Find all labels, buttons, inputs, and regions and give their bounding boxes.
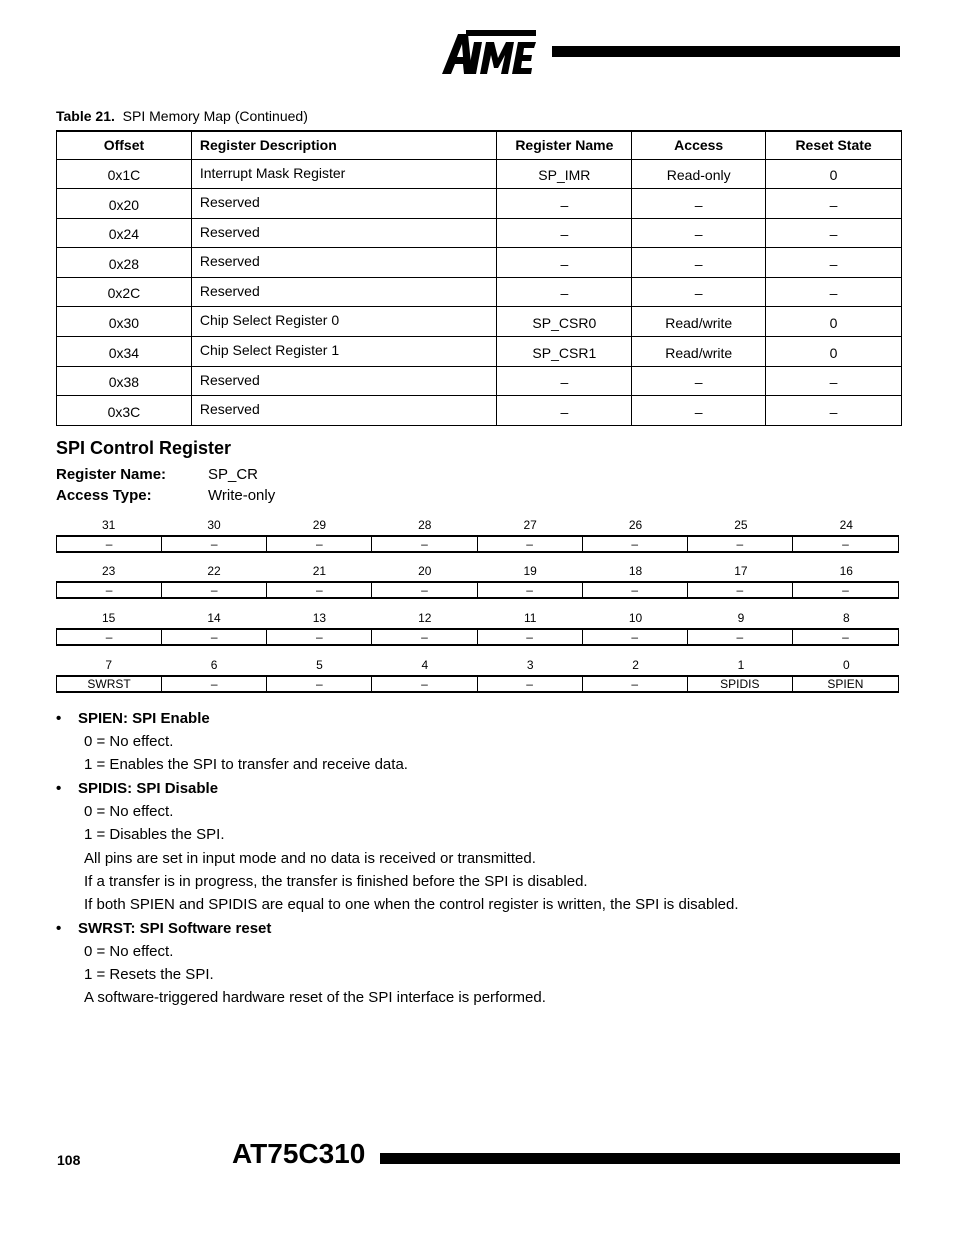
page-number: 108 <box>57 1152 81 1168</box>
bit-numbers <box>56 564 899 578</box>
table-header-row <box>57 131 902 159</box>
bit-cell: – <box>688 630 793 644</box>
bit-cell: – <box>372 630 477 644</box>
bit-number: 2 <box>632 658 639 672</box>
table-caption-text: SPI Memory Map (Continued) <box>122 108 308 124</box>
cell-register-name: SP_CSR0 <box>497 307 632 337</box>
spien-title: SPIEN: SPI Enable <box>78 710 210 727</box>
table-caption-label: Table 21. <box>56 108 115 124</box>
cell-offset: 0x34 <box>57 337 192 367</box>
cell-reset-state: – <box>766 218 902 248</box>
cell-offset: 0x2C <box>57 277 192 307</box>
cell-offset: 0x3C <box>57 396 192 426</box>
table-row <box>57 307 902 337</box>
bit-cell: – <box>162 630 267 644</box>
bit-number: 10 <box>628 611 643 625</box>
table-row <box>57 337 902 367</box>
col-offset: Offset <box>57 131 192 159</box>
cell-reset-state: 0 <box>766 337 902 367</box>
bit-cell: – <box>267 677 372 691</box>
cell-access: – <box>632 277 766 307</box>
spi-memory-map-table <box>56 130 902 426</box>
bit-number: 1 <box>737 658 745 672</box>
bit-cell-spien: SPIEN <box>827 677 864 691</box>
bit-number: 23 <box>102 564 116 578</box>
bit-cell: – <box>478 583 583 597</box>
cell-description: Interrupt Mask Register <box>191 159 497 189</box>
cell-description: Chip Select Register 1 <box>191 337 497 367</box>
spidis-line: If both SPIEN and SPIDIS are equal to one when the control register is written, the SPI is disabled. <box>84 896 739 913</box>
bullet-icon: • <box>56 920 62 937</box>
section-title: SPI Control Register <box>56 438 232 458</box>
bit-number: 12 <box>418 611 432 625</box>
bit-cells <box>56 675 899 693</box>
cell-reset-state: – <box>766 396 902 426</box>
bit-cell: – <box>372 677 477 691</box>
bit-number: 16 <box>839 564 853 578</box>
cell-description: Chip Select Register 0 <box>191 307 497 337</box>
bit-number: 3 <box>526 658 534 672</box>
cell-offset: 0x20 <box>57 189 192 219</box>
bit-number: 5 <box>316 658 323 672</box>
bit-cell: – <box>267 630 372 644</box>
bitfield-row-7-0 <box>56 658 899 693</box>
cell-description: Reserved <box>191 189 497 219</box>
cell-access: – <box>632 218 766 248</box>
cell-access: – <box>632 189 766 219</box>
bit-number: 24 <box>839 518 853 532</box>
cell-register-name: SP_IMR <box>497 159 632 189</box>
cell-offset: 0x1C <box>57 159 192 189</box>
bit-cell: – <box>478 677 583 691</box>
cell-access: – <box>632 248 766 278</box>
bit-cell: – <box>842 537 849 551</box>
bit-cell: – <box>583 677 688 691</box>
bit-cell: – <box>57 537 162 551</box>
table-caption <box>56 108 308 124</box>
spidis-heading <box>56 780 218 797</box>
cell-register-name: SP_CSR1 <box>497 337 632 367</box>
cell-reset-state: – <box>766 366 902 396</box>
table-row <box>57 189 902 219</box>
cell-reset-state: – <box>766 189 902 219</box>
bitfield-row-31-24 <box>56 518 899 553</box>
bullet-icon: • <box>56 710 62 727</box>
cell-register-name: – <box>497 366 632 396</box>
bit-cell: – <box>842 583 849 597</box>
cell-reset-state: 0 <box>766 307 902 337</box>
spien-heading <box>56 710 210 727</box>
bit-cell: – <box>478 630 583 644</box>
bit-cell: – <box>372 537 477 551</box>
bit-cell-swrst: SWRST <box>57 677 162 691</box>
cell-offset: 0x30 <box>57 307 192 337</box>
bit-cell: – <box>372 583 477 597</box>
bit-cell: – <box>583 630 688 644</box>
bit-number: 27 <box>523 518 537 532</box>
cell-description: Reserved <box>191 248 497 278</box>
swrst-heading <box>56 920 271 937</box>
bit-cell: – <box>688 537 793 551</box>
cell-offset: 0x28 <box>57 248 192 278</box>
register-name-value: SP_CR <box>208 466 259 483</box>
spien-line: 0 = No effect. <box>84 733 174 750</box>
bit-cell: – <box>583 537 688 551</box>
bit-number: 26 <box>628 518 643 532</box>
cell-reset-state: – <box>766 277 902 307</box>
bit-cells <box>56 535 899 553</box>
bit-cell-spidis: SPIDIS <box>688 677 793 691</box>
bit-numbers <box>56 658 899 672</box>
cell-register-name: – <box>497 248 632 278</box>
cell-access: Read/write <box>632 337 766 367</box>
bit-cell: – <box>162 583 267 597</box>
bit-cell: – <box>478 537 583 551</box>
cell-register-name: – <box>497 396 632 426</box>
table-row <box>57 248 902 278</box>
table-row <box>57 218 902 248</box>
cell-description: Reserved <box>191 396 497 426</box>
spidis-line: If a transfer is in progress, the transfer is finished before the SPI is disabled. <box>84 873 588 890</box>
bit-number: 21 <box>312 564 327 578</box>
bit-number: 14 <box>207 611 221 625</box>
bit-number: 31 <box>102 518 116 532</box>
bit-cells <box>56 628 899 646</box>
bit-cell: – <box>267 583 372 597</box>
logo-text: ATMEL <box>438 28 442 29</box>
bitfield-row-15-8 <box>56 611 899 646</box>
table-row <box>57 366 902 396</box>
swrst-line: 1 = Resets the SPI. <box>84 966 214 983</box>
bit-numbers <box>56 611 899 625</box>
bit-number: 30 <box>207 518 221 532</box>
access-type-label: Access Type: <box>56 487 152 504</box>
cell-offset: 0x38 <box>57 366 192 396</box>
bit-cells <box>56 581 899 599</box>
bit-number: 4 <box>421 658 429 672</box>
bullet-icon: • <box>56 780 62 797</box>
document-title: AT75C310 <box>232 1138 366 1169</box>
table-row <box>57 159 902 189</box>
col-reset-state: Reset State <box>766 131 902 159</box>
bit-cell: – <box>842 630 849 644</box>
cell-reset-state: 0 <box>766 159 902 189</box>
bit-cell: – <box>162 537 267 551</box>
header-rule <box>552 46 900 57</box>
bit-cell: – <box>57 583 162 597</box>
bit-number: 11 <box>523 611 537 625</box>
bit-number: 29 <box>312 518 327 532</box>
spidis-line: 1 = Disables the SPI. <box>84 826 225 843</box>
cell-access: – <box>632 366 766 396</box>
register-name-label: Register Name: <box>56 466 167 483</box>
bit-cell: – <box>267 537 372 551</box>
spidis-line: All pins are set in input mode and no data is received or transmitted. <box>84 850 536 867</box>
bit-number: 15 <box>102 611 116 625</box>
access-type-value: Write-only <box>208 487 276 504</box>
bit-number: 18 <box>628 564 643 578</box>
bit-number: 13 <box>312 611 327 625</box>
cell-register-name: – <box>497 277 632 307</box>
bit-cell: – <box>688 583 793 597</box>
footer-rule <box>380 1153 900 1164</box>
register-name-line <box>56 466 258 483</box>
bit-number: 25 <box>734 518 748 532</box>
cell-offset: 0x24 <box>57 218 192 248</box>
bit-number: 9 <box>737 611 745 625</box>
cell-description: Reserved <box>191 277 497 307</box>
bit-number: 22 <box>207 564 221 578</box>
swrst-title: SWRST: SPI Software reset <box>78 920 272 937</box>
spidis-line: 0 = No effect. <box>84 803 174 820</box>
spidis-title: SPIDIS: SPI Disable <box>78 780 219 797</box>
cell-access: Read-only <box>632 159 766 189</box>
table-row <box>57 277 902 307</box>
access-type-line <box>56 487 275 504</box>
bit-number: 28 <box>418 518 432 532</box>
bit-number: 17 <box>734 564 748 578</box>
bit-number: 8 <box>842 611 850 625</box>
cell-register-name: – <box>497 218 632 248</box>
bit-cell: – <box>57 630 162 644</box>
cell-reset-state: – <box>766 248 902 278</box>
bit-number: 0 <box>842 658 850 672</box>
bit-cell: – <box>583 583 688 597</box>
col-register-name: Register Name <box>497 131 632 159</box>
cell-access: Read/write <box>632 307 766 337</box>
table-row <box>57 396 902 426</box>
bit-numbers <box>56 518 899 532</box>
cell-description: Reserved <box>191 366 497 396</box>
cell-register-name: – <box>497 189 632 219</box>
bit-number: 19 <box>523 564 537 578</box>
cell-description: Reserved <box>191 218 497 248</box>
swrst-line: A software-triggered hardware reset of the SPI interface is performed. <box>84 989 546 1006</box>
col-access: Access <box>632 131 766 159</box>
swrst-line: 0 = No effect. <box>84 943 174 960</box>
bitfield-row-23-16 <box>56 564 899 599</box>
atmel-logo <box>438 28 540 76</box>
bit-number: 7 <box>105 658 113 672</box>
spien-line: 1 = Enables the SPI to transfer and receive data. <box>84 756 408 773</box>
cell-access: – <box>632 396 766 426</box>
bit-number: 6 <box>210 658 218 672</box>
col-register-description: Register Description <box>191 131 497 159</box>
bit-number: 20 <box>418 564 432 578</box>
bit-cell: – <box>162 677 267 691</box>
